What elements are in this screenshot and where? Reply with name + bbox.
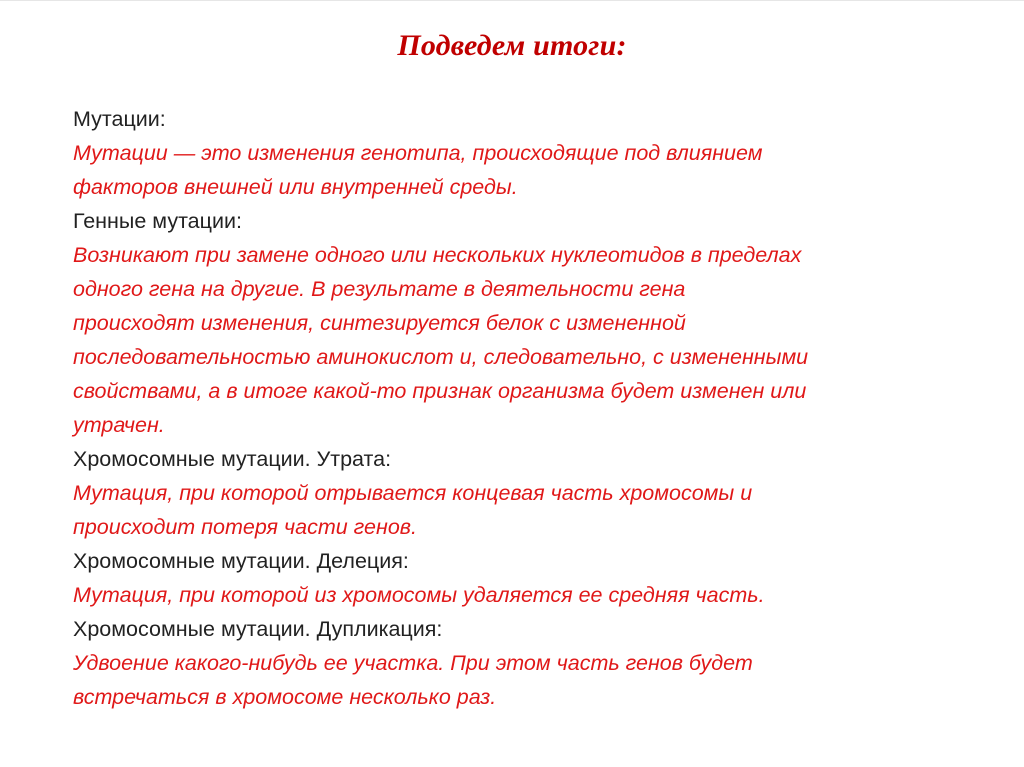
slide-title: Подведем итоги: xyxy=(397,29,627,62)
section-definition-duplication: Удвоение какого-нибудь ее участка. При этом часть генов будет встречаться в хромосоме несколько раз. xyxy=(73,651,753,709)
section-heading-deletion: Хромосомные мутации. Делеция: xyxy=(73,549,409,573)
section-heading-chromosome-loss: Хромосомные мутации. Утрата: xyxy=(73,447,392,471)
section-definition-gene-mutations: Возникают при замене одного или нескольких нуклеотидов в пределах одного гена на другие. В результате в деятельности гена происходят изменения, синтезируется белок с измененной последовательностью аминокислот и, следовательно, с измененными свойствами, а в итоге какой-то признак организма будет изменен или утрачен. xyxy=(73,243,809,437)
section-heading-gene-mutations: Генные мутации: xyxy=(73,209,242,233)
section-definition-mutations: Мутации — это изменения генотипа, происходящие под влиянием факторов внешней или внутренней среды. xyxy=(73,141,763,199)
section-definition-chromosome-loss: Мутация, при которой отрывается концевая часть хромосомы и происходит потеря части генов. xyxy=(73,481,753,539)
section-definition-deletion: Мутация, при которой из хромосомы удаляется ее средняя часть. xyxy=(73,583,765,607)
slide-content xyxy=(73,102,973,714)
section-heading-mutations: Мутации: xyxy=(73,107,166,131)
section-heading-duplication: Хромосомные мутации. Дупликация: xyxy=(73,617,443,641)
